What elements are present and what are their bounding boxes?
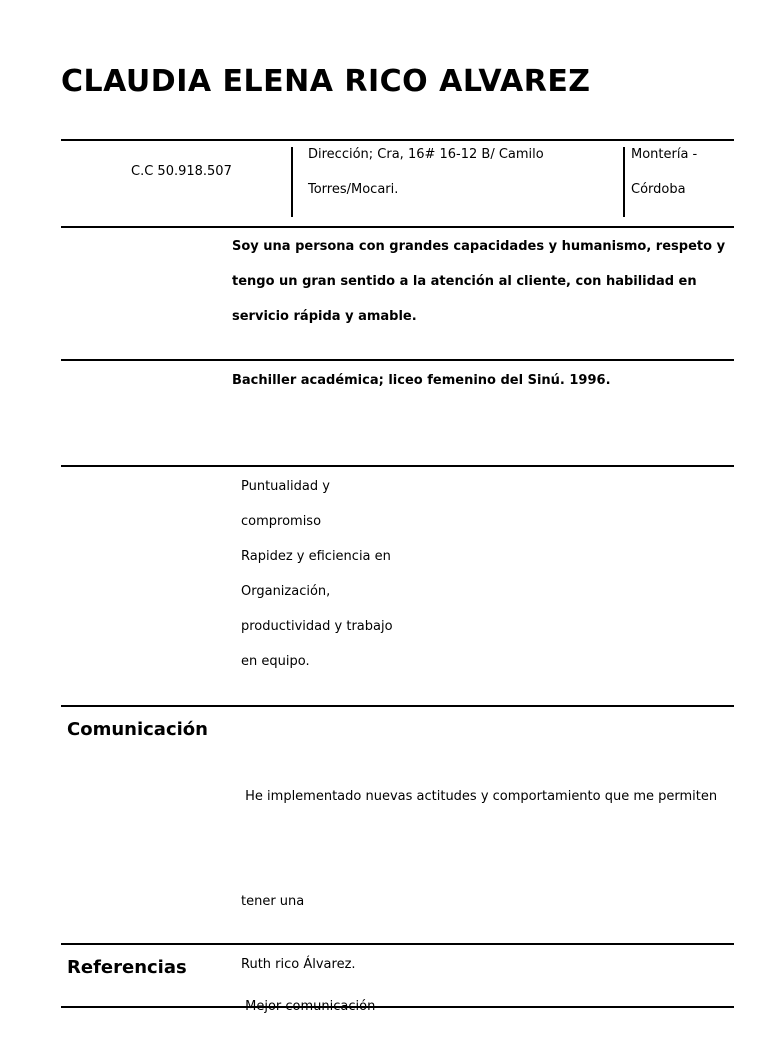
references-title: Referencias: [67, 957, 187, 978]
divider-education: [61, 465, 734, 467]
skills-line-1: Puntualidad y: [241, 479, 330, 494]
candidate-name: CLAUDIA ELENA RICO ALVAREZ: [61, 64, 591, 99]
city: [631, 137, 697, 207]
communication-line-1: He implementado nuevas actitudes y comportamiento que me permiten: [241, 789, 718, 804]
contact-separator-2: [623, 147, 625, 217]
city-line-2: Córdoba: [631, 182, 686, 197]
profile-line-1: Soy una persona con grandes capacidades y humanismo, respeto y: [232, 239, 726, 254]
references-text: Ruth rico Álvarez.: [241, 957, 356, 972]
skills-line-6: en equipo.: [241, 654, 310, 669]
divider-skills: [61, 705, 734, 707]
education-text: Bachiller académica; liceo femenino del Sinú. 1996.: [232, 373, 611, 388]
profile-line-2: tengo un gran sentido a la atención al cliente, con habilidad en: [232, 274, 697, 289]
communication-line-2: tener una: [241, 894, 305, 909]
communication-line-3: Mejor comunicación: [241, 999, 376, 1014]
divider-profile: [61, 359, 734, 361]
skills-line-4: Organización,: [241, 584, 331, 599]
id-number: C.C 50.918.507: [131, 164, 232, 179]
communication-title: Comunicación: [67, 719, 208, 740]
profile-text: [232, 229, 725, 334]
skills-line-3: Rapidez y eficiencia en: [241, 549, 391, 564]
contact-separator-1: [291, 147, 293, 217]
skills-line-2: compromiso: [241, 514, 322, 529]
divider-bottom: [61, 1006, 734, 1008]
address: [308, 137, 544, 207]
skills-line-5: productividad y trabajo: [241, 619, 393, 634]
divider-contact: [61, 226, 734, 228]
profile-line-3: servicio rápida y amable.: [232, 309, 417, 324]
skills-list: [241, 469, 393, 679]
address-line-2: Torres/Mocari.: [308, 182, 399, 197]
divider-communication: [61, 943, 734, 945]
address-line-1: Dirección; Cra, 16# 16-12 B/ Camilo: [308, 147, 544, 162]
city-line-1: Montería -: [631, 147, 698, 162]
